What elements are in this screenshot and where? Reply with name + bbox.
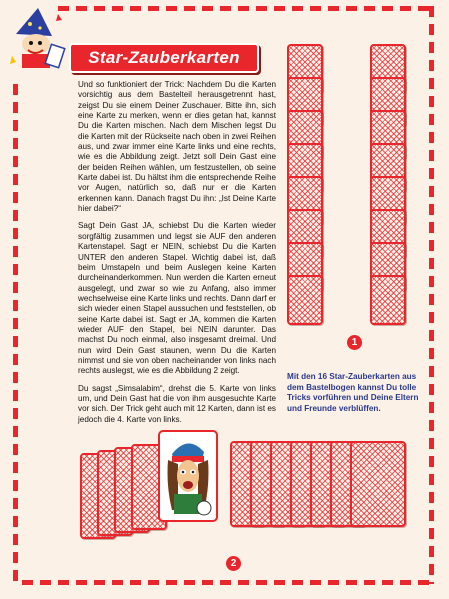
caption-text: Mit den 16 Star-Zauberkarten aus dem Bastelbogen kannst Du tolle Tricks vorführen und Deine Eltern und Freunde verblüffen. [287,372,419,413]
revealed-star-card-illustration [158,430,218,522]
wizard-mascot-illustration [8,6,70,76]
page-title: Star-Zauberkarten [69,43,259,73]
border-bottom [22,580,432,585]
instructions-paragraph-3: Du sagst „Simsalabim“, drehst die 5. Karte von links um, und Dein Gast hat die von ihm ausgesuchte Karte vor sich. Der Trick geht auch mit 12 Karten, dann ist es jedoch die 4. Karte von links. [78,383,276,424]
figure-1-number: 1 [347,335,362,350]
instructions-paragraph-2: Sagt Dein Gast JA, schiebst Du die Karten wieder sorgfältig zusammen und legst sie AUF den anderen Kartenstapel. Sagt er NEIN, schiebst Du die Karten UNTER den anderen Stapel. Wichtig dabei ist, daß beim Umstapeln und beim Auslegen keine Karten durcheinanderkommen. Nun werden die Karten erneut ausgelegt, und zwar so wie zu Anfang, also immer wechselweise eine Karte links und rechts. Dann darf er sich wieder einen Stapel aussuchen und feststellen, ob seine Karte dabei ist. Sagt er JA, kommen die Karten wieder AUF den Stapel, bei NEIN darunter. Das machst Du noch einmal, also insgesamt dreimal. Und nun wird Dein Gast staunen, wenn Du die Karten nimmst und sie von oben nacheinander von links nach rechts auslegst, wie es die Abbildung 2 zeigt. [78,221,276,376]
card-back [370,275,406,325]
border-top [58,6,430,11]
card-back [350,441,406,527]
figure-2-number: 2 [226,556,241,571]
border-right [429,6,434,584]
instructions-paragraph-1: Und so funktioniert der Trick: Nachdem Du die Karten vorsichtig aus dem Bastelteil herausgetrennt hast, zeigst Du sie einem Deiner Zuschauer. Bitte ihn, sich eine Karte zu merken, wenn er dies getan hat, kannst Du die Karten mischen. Nach dem Mischen legst Du die Karten mit der Rückseite nach oben in zwei Reihen aus, und zwar immer eine Karte links und eine rechts, wie es die Abbildung zeigt. Jetzt soll Dein Gast eine der beiden Reihen wählen, um festzustellen, ob seine Karte dabei ist. Du hältst ihm die entsprechende Reihe vor Augen, natürlich so, daß nur er die Karten erkennen kann. Danach fragst Du ihn: „Ist Deine Karte hier dabei?“ [78,80,276,214]
instructions-text [78,80,276,432]
card-back [287,275,323,325]
border-left [13,84,18,584]
